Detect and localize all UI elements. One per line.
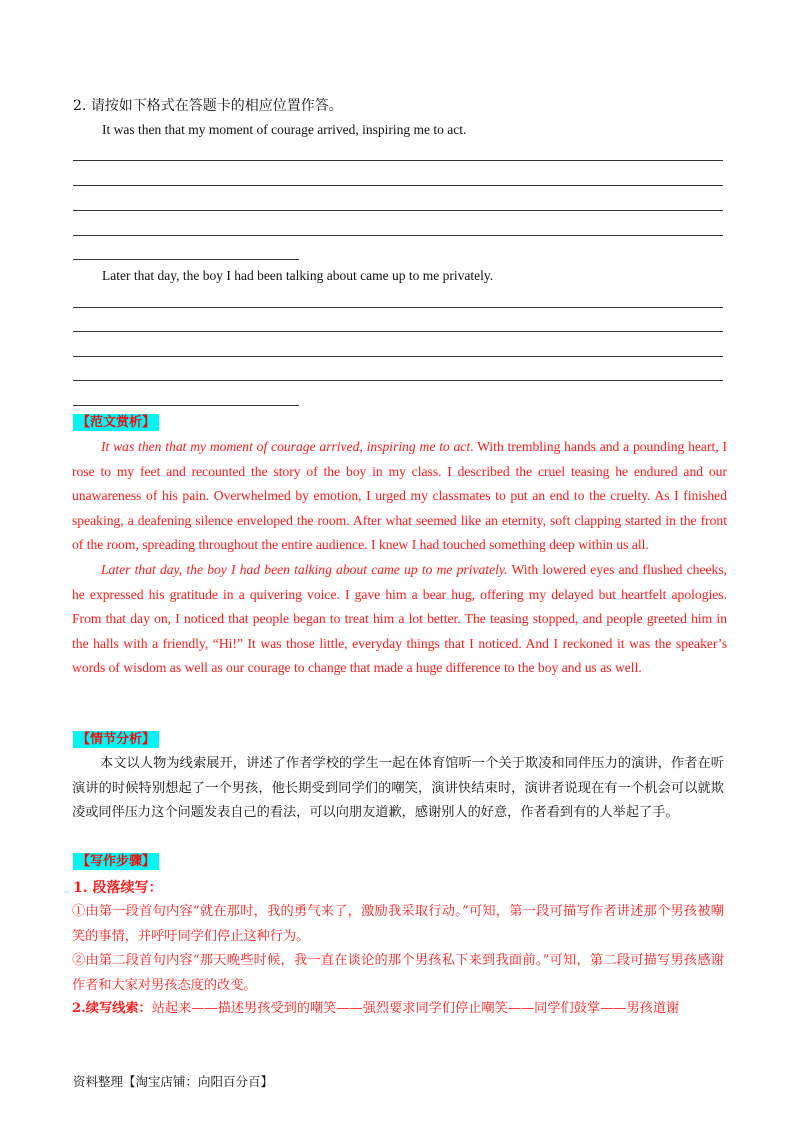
question-instruction: 请按如下格式在答题卡的相应位置作答。 bbox=[90, 98, 343, 114]
essay-body-2: With lowered eyes and flushed cheeks, he expressed his gratitude in a quivering voice. I gave him a bear hug, offering my delayed but heartfelt apologies. From that day on, I noticed that people began to treat him a lot better. The teasing stopped, and people greeted him in the halls with a friendly, “Hi!” It was those little, everyday things that I noticed. And I reckoned it was the speaker’s words of wisdom as well as our courage to change that made a huge difference to the boy and us as well. bbox=[72, 561, 728, 676]
answer-line bbox=[73, 185, 723, 186]
sample-essay-tag: 【范文赏析】 bbox=[73, 414, 159, 431]
answer-line bbox=[73, 380, 723, 381]
step-1-title: 1. 段落续写： bbox=[73, 880, 163, 896]
question-heading bbox=[73, 95, 343, 115]
step-1-item-1: ①由第一段首句内容“就在那时，我的勇气来了，激励我采取行动。”可知，第一段可描写作者讲述那个男孩被嘲笑的事情，并呼吁同学们停止这种行为。 bbox=[72, 904, 724, 944]
step-2-text: 站起来——描述男孩受到的嘲笑——强烈要求同学们停止嘲笑——同学们鼓掌——男孩道谢 bbox=[151, 1001, 680, 1016]
essay-lead-1-end: . bbox=[470, 439, 474, 454]
plot-analysis-text: 本文以人物为线索展开，讲述了作者学校的学生一起在体育馆听一个关于欺凌和同伴压力的演讲，作者在听演讲的时候特别想起了一个男孩，他长期受到同学们的嘲笑，演讲快结束时，演讲者说现在有一个机会可以就欺凌或同伴压力这个问题发表自己的看法，可以向朋友道歉，感谢别人的好意，作者看到有的人举起了手。 bbox=[72, 756, 724, 820]
essay-paragraph-2 bbox=[72, 558, 727, 681]
essay-paragraph-1 bbox=[72, 435, 727, 558]
step-1-items bbox=[72, 900, 724, 998]
answer-line bbox=[73, 210, 723, 211]
plot-analysis-tag: 【情节分析】 bbox=[73, 731, 159, 748]
writing-steps-tag: 【写作步骤】 bbox=[73, 853, 159, 870]
step-2 bbox=[72, 997, 724, 1022]
question-number: 2. bbox=[73, 98, 87, 114]
answer-line-short bbox=[73, 405, 299, 406]
answer-line bbox=[73, 160, 723, 161]
answer-line bbox=[73, 331, 723, 332]
plot-analysis bbox=[72, 752, 724, 826]
essay-lead-1: It was then that my moment of courage arrived, inspiring me to act bbox=[101, 439, 471, 454]
essay-body-1: With trembling hands and a pounding heart, I rose to my feet and recounted the story of the boy in my class. I described the cruel teasing he endured and our unawareness of his pain. Overwhelmed by emotion, I urged my classmates to put an end to the cruelty. As I finished speaking, a deafening silence enveloped the room. After what seemed like an eternity, soft clapping started in the front of the room, spreading throughout the entire audience. I knew I had touched something deep within us all. bbox=[72, 439, 727, 553]
prompt-1: It was then that my moment of courage arrived, inspiring me to act. bbox=[102, 122, 467, 137]
answer-line-short bbox=[73, 259, 299, 260]
step-2-title: 2.续写线索： bbox=[72, 1001, 152, 1016]
sample-essay bbox=[72, 435, 727, 681]
footer-source: 资料整理【淘宝店铺：向阳百分百】 bbox=[73, 1074, 274, 1089]
answer-line bbox=[73, 356, 723, 357]
answer-line bbox=[73, 235, 723, 236]
prompt-2: Later that day, the boy I had been talking about came up to me privately. bbox=[102, 268, 494, 283]
essay-lead-2: Later that day, the boy I had been talking about came up to me privately. bbox=[101, 561, 508, 577]
answer-line bbox=[73, 307, 723, 308]
step-1-item-2: ②由第二段首句内容“那天晚些时候，我一直在谈论的那个男孩私下来到我面前。”可知，第二段可描写男孩感谢作者和大家对男孩态度的改变。 bbox=[72, 953, 724, 993]
